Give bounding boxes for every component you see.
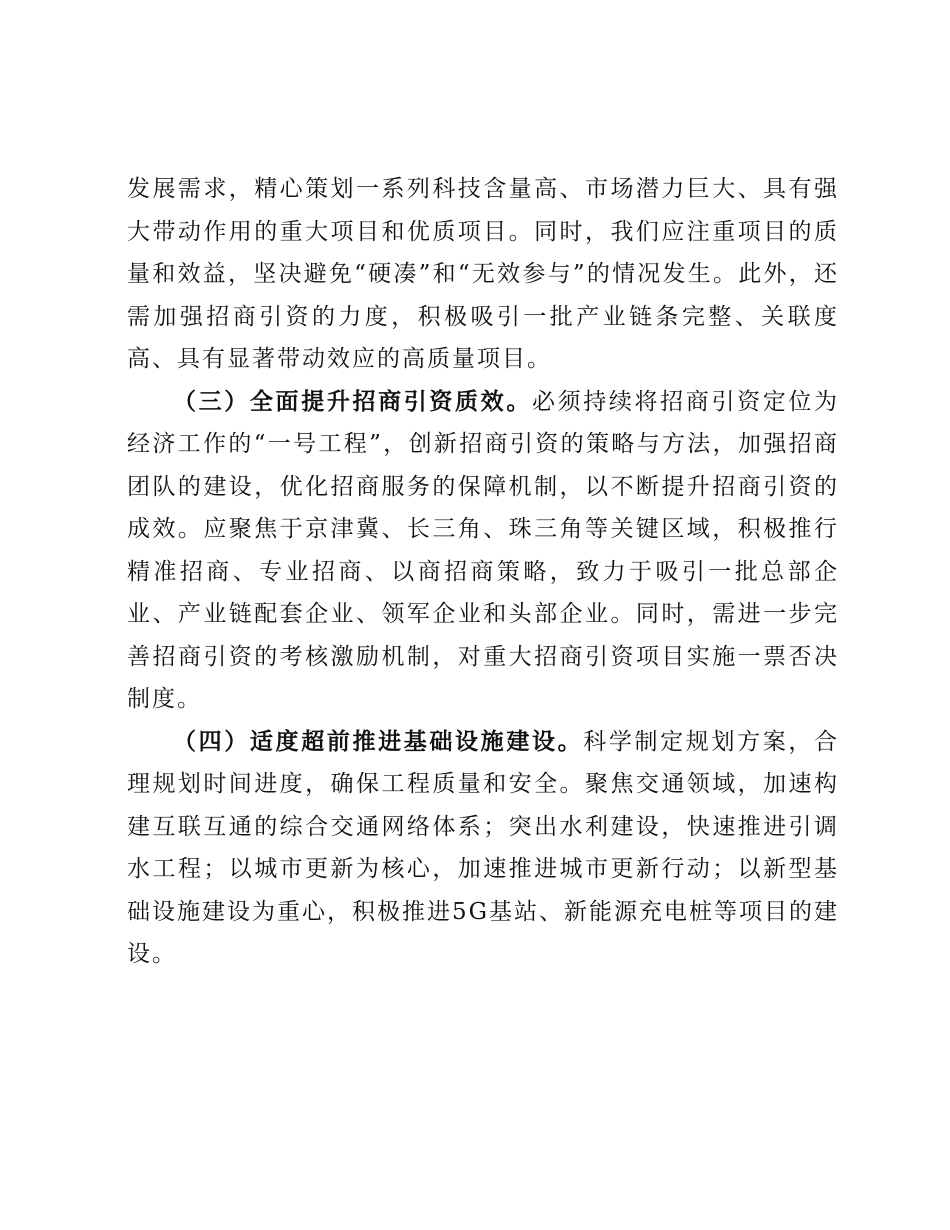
paragraph-section-3 (127, 381, 839, 721)
paragraph-continuation (127, 168, 839, 381)
paragraph-text: 科学制定规划方案，合理规划时间进度，确保工程质量和安全。聚焦交通领域，加速构建互联互通的综合交通网络体系；突出水利建设，快速推进引调水工程；以城市更新为核心，加速推进城市更新行动；以新型基础设施建设为重心，积极推进5G基站、新能源充电桩等项目的建设。 (127, 728, 840, 967)
paragraph-text: 必须持续将招商引资定位为经济工作的“一号工程”，创新招商引资的策略与方法，加强招商团队的建设，优化招商服务的保障机制，以不断提升招商引资的成效。应聚焦于京津冀、长三角、珠三角等关键区域，积极推行精准招商、专业招商、以商招商策略，致力于吸引一批总部企业、产业链配套企业、领军企业和头部企业。同时，需进一步完善招商引资的考核激励机制，对重大招商引资项目实施一票否决制度。 (127, 388, 840, 712)
paragraph-text: 发展需求，精心策划一系列科技含量高、市场潜力巨大、具有强大带动作用的重大项目和优质项目。同时，我们应注重项目的质量和效益，坚决避免“硬凑”和“无效参与”的情况发生。此外，还需加强招商引资的力度，积极吸引一批产业链条完整、关联度高、具有显著带动效应的高质量项目。 (127, 176, 839, 372)
paragraph-section-4 (127, 721, 839, 976)
document-body (127, 168, 839, 976)
section-heading-4: （四）适度超前推进基础设施建设。 (173, 727, 584, 755)
section-heading-3: （三）全面提升招商引资质效。 (173, 387, 532, 415)
